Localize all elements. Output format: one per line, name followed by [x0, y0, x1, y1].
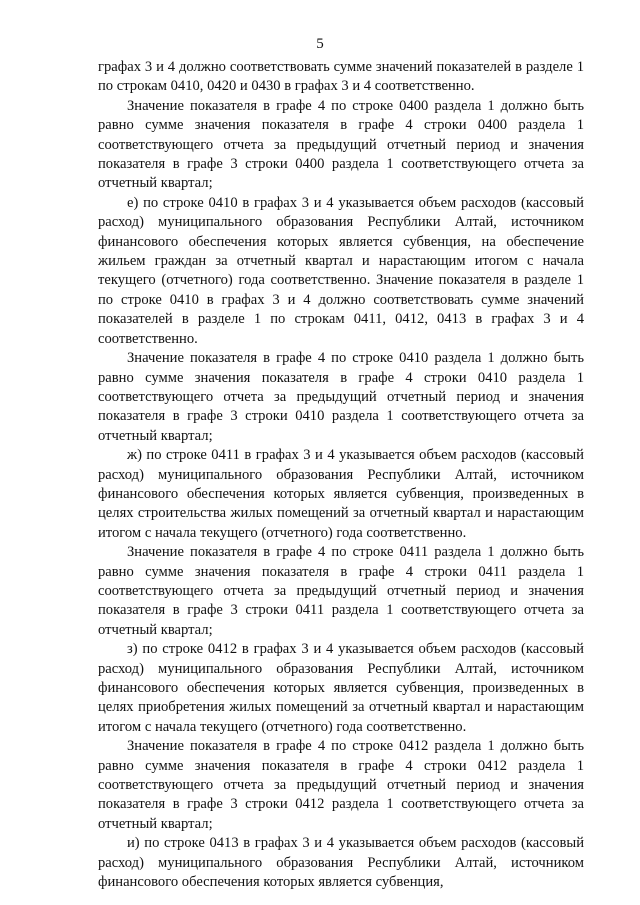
page-number: 5: [316, 36, 324, 52]
paragraph-row-0410-total: Значение показателя в графе 4 по строке 0410 раздела 1 должно быть равно сумме значения показателя в графе 4 строки 0410 раздела 1 соответствующего отчета за предыдущий отчетный период и значения показателя в графе 3 строки 0410 раздела 1 соответствующего отчета за отчетный квартал;: [98, 350, 584, 444]
paragraph-row-0400-total: Значение показателя в графе 4 по строке 0400 раздела 1 должно быть равно сумме значения показателя в графе 4 строки 0400 раздела 1 соответствующего отчета за предыдущий отчетный период и значения показателя в графе 3 строки 0400 раздела 1 соответствующего отчета за отчетный квартал;: [98, 97, 584, 192]
paragraph-item-zh: ж) по строке 0411 в графах 3 и 4 указывается объем расходов (кассовый расход) муниципального образования Республики Алтай, источником финансового обеспечения которых является субвенция, произведенных в целях строительства жилых помещений за отчетный квартал и нарастающим итогом с начала текущего (отчетного) года соответственно.: [98, 447, 584, 541]
paragraph-continuation: графах 3 и 4 должно соответствовать сумме значений показателей в разделе 1 по строкам 0410, 0420 и 0430 в графах 3 и 4 соответственно.: [98, 59, 584, 95]
document-body: [98, 58, 584, 892]
paragraph-item-i: и) по строке 0413 в графах 3 и 4 указывается объем расходов (кассовый расход) муниципального образования Республики Алтай, источником финансового обеспечения которых является субвенция,: [98, 835, 584, 891]
paragraph-item-z: з) по строке 0412 в графах 3 и 4 указывается объем расходов (кассовый расход) муниципального образования Республики Алтай, источником финансового обеспечения которых является субвенция, произведенных в целях приобретения жилых помещений за отчетный квартал и нарастающим итогом с начала текущего (отчетного) года соответственно.: [98, 641, 584, 735]
paragraph-row-0412-total: Значение показателя в графе 4 по строке 0412 раздела 1 должно быть равно сумме значения показателя в графе 4 строки 0412 раздела 1 соответствующего отчета за предыдущий отчетный период и значения показателя в графе 3 строки 0412 раздела 1 соответствующего отчета за отчетный квартал;: [98, 738, 584, 832]
paragraph-row-0411-total: Значение показателя в графе 4 по строке 0411 раздела 1 должно быть равно сумме значения показателя в графе 4 строки 0411 раздела 1 соответствующего отчета за предыдущий отчетный период и значения показателя в графе 3 строки 0411 раздела 1 соответствующего отчета за отчетный квартал;: [98, 544, 584, 638]
paragraph-item-e: е) по строке 0410 в графах 3 и 4 указывается объем расходов (кассовый расход) муниципального образования Республики Алтай, источником финансового обеспечения которых является субвенция, на обеспечение жильем граждан за отчетный квартал и нарастающим итогом с начала текущего (отчетного) года соответственно. Значение показателя в разделе 1 по строке 0410 в графах 3 и 4 должно соответствовать сумме значений показателей в разделе 1 по строкам 0411, 0412, 0413 в графах 3 и 4 соответственно.: [98, 194, 584, 347]
